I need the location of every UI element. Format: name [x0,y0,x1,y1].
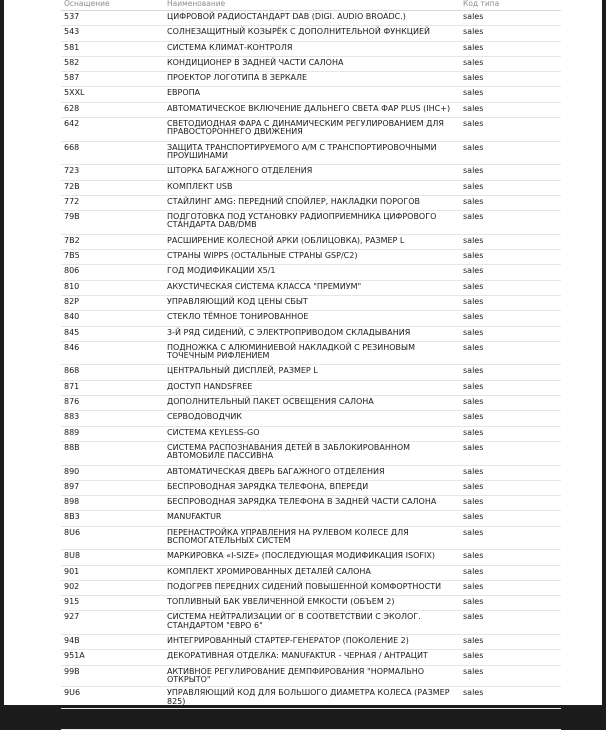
equipment-code-cell: 642 [61,118,164,142]
equipment-code-cell: 806 [61,265,164,280]
table-row[interactable] [61,580,561,595]
column-header-type-code[interactable]: Код типа [460,0,561,11]
equipment-code-cell: 587 [61,72,164,87]
table-row[interactable] [61,411,561,426]
equipment-code-cell: 99B [61,665,164,687]
type-code-cell: sales [460,41,561,56]
equipment-name-cell: ПЕРЕНАСТРОЙКА УПРАВЛЕНИЯ НА РУЛЕВОМ КОЛЕСЕ ДЛЯ ВСПОМОГАТЕЛЬНЫХ СИСТЕМ [164,526,460,550]
equipment-name-cell: ЦЕНТРАЛЬНЫЙ ДИСПЛЕЙ, РАЗМЕР L [164,365,460,380]
type-code-cell: sales [460,441,561,465]
type-code-cell: sales [460,56,561,71]
table-row[interactable] [61,441,561,465]
table-row[interactable] [61,250,561,265]
equipment-name-cell: АВТОМАТИЧЕСКАЯ ДВЕРЬ БАГАЖНОГО ОТДЕЛЕНИЯ [164,465,460,480]
table-row[interactable] [61,326,561,341]
type-code-cell: sales [460,118,561,142]
equipment-name-cell: MANUFAKTUR [164,511,460,526]
table-row[interactable] [61,11,561,26]
table-row[interactable] [61,180,561,195]
table-row[interactable] [61,565,561,580]
equipment-name-cell: 3-Й РЯД СИДЕНИЙ, С ЭЛЕКТРОПРИВОДОМ СКЛАДЫВАНИЯ [164,326,460,341]
equipment-code-cell: 915 [61,596,164,611]
equipment-code-cell: 902 [61,580,164,595]
equipment-name-cell: ИНТЕГРИРОВАННЫЙ СТАРТЕР-ГЕНЕРАТОР (ПОКОЛЕНИЕ 2) [164,635,460,650]
equipment-name-cell: МАРКИРОВКА «I-SIZE» (ПОСЛЕДУЮЩАЯ МОДИФИКАЦИЯ ISOFIX) [164,550,460,565]
table-body [61,11,561,730]
type-code-cell: sales [460,102,561,117]
table-row[interactable] [61,165,561,180]
table-row[interactable] [61,526,561,550]
table-row[interactable] [61,380,561,395]
equipment-name-cell: ПОДГОТОВКА ПОД УСТАНОВКУ РАДИОПРИЕМНИКА ЦИФРОВОГО СТАНДАРТА DAB/DMB [164,211,460,235]
type-code-cell: sales [460,87,561,102]
type-code-cell: sales [460,295,561,310]
type-code-cell: sales [460,550,561,565]
type-code-cell: sales [460,665,561,687]
equipment-code-cell: 537 [61,11,164,26]
equipment-code-cell: 8B3 [61,511,164,526]
equipment-name-cell: СТЕКЛО ТЁМНОЕ ТОНИРОВАННОЕ [164,311,460,326]
equipment-code-cell: 927 [61,611,164,635]
table-row[interactable] [61,72,561,87]
type-code-cell: sales [460,72,561,87]
equipment-name-cell: СВЕТОДИОДНАЯ ФАРА С ДИНАМИЧЕСКИМ РЕГУЛИРОВАНИЕМ ДЛЯ ПРАВОСТОРОННЕГО ДВИЖЕНИЯ [164,118,460,142]
equipment-code-cell: 810 [61,280,164,295]
equipment-code-cell: 7B2 [61,234,164,249]
table-row[interactable] [61,141,561,165]
equipment-code-cell: 772 [61,195,164,210]
equipment-name-cell: АКТИВНОЕ РЕГУЛИРОВАНИЕ ДЕМПФИРОВАНИЯ "НОРМАЛЬНО ОТКРЫТО" [164,665,460,687]
table-row[interactable] [61,341,561,365]
equipment-name-cell: АВТОМАТИЧЕСКОЕ ВКЛЮЧЕНИЕ ДАЛЬНЕГО СВЕТА ФАР PLUS (IHC+) [164,102,460,117]
page [4,0,602,728]
equipment-code-cell: 897 [61,480,164,495]
table-row[interactable] [61,311,561,326]
table-row[interactable] [61,295,561,310]
equipment-code-cell: 543 [61,26,164,41]
table-row[interactable] [61,87,561,102]
table-row[interactable] [61,426,561,441]
table-row[interactable] [61,195,561,210]
equipment-name-cell: БЕСПРОВОДНАЯ ЗАРЯДКА ТЕЛЕФОНА, ВПЕРЕДИ [164,480,460,495]
type-code-cell: sales [460,596,561,611]
equipment-name-cell: СИСТЕМА КЛИМАТ-КОНТРОЛЯ [164,41,460,56]
equipment-code-cell: 840 [61,311,164,326]
type-code-cell: sales [460,611,561,635]
equipment-name-cell: СТРАНЫ WIPPS (ОСТАЛЬНЫЕ СТРАНЫ GSP/C2) [164,250,460,265]
table-row[interactable] [61,265,561,280]
table-row[interactable] [61,480,561,495]
equipment-code-cell: 582 [61,56,164,71]
type-code-cell: sales [460,511,561,526]
column-header-equipment[interactable]: Оснащение [61,0,164,11]
type-code-cell: sales [460,180,561,195]
equipment-code-cell: 5XXL [61,87,164,102]
type-code-cell: sales [460,234,561,249]
equipment-code-cell: 8U8 [61,550,164,565]
equipment-code-cell: 88B [61,441,164,465]
table-row[interactable] [61,635,561,650]
equipment-table [61,0,561,730]
equipment-name-cell: БЕСПРОВОДНАЯ ЗАРЯДКА ТЕЛЕФОНА В ЗАДНЕЙ ЧАСТИ САЛОНА [164,496,460,511]
type-code-cell: sales [460,265,561,280]
table-header-row [61,0,561,11]
table-row[interactable] [61,41,561,56]
type-code-cell: sales [460,396,561,411]
equipment-code-cell: 846 [61,341,164,365]
type-code-cell: sales [460,26,561,41]
type-code-cell: sales [460,496,561,511]
equipment-name-cell: УПРАВЛЯЮЩИЙ КОД ДЛЯ БОЛЬШОГО ДИАМЕТРА КОЛЕСА (РАЗМЕР 825) [164,687,460,709]
type-code-cell: sales [460,635,561,650]
table-row[interactable] [61,687,561,709]
type-code-cell: sales [460,650,561,665]
equipment-name-cell: РАСШИРЕНИЕ КОЛЕСНОЙ АРКИ (ОБЛИЦОВКА), РАЗМЕР L [164,234,460,249]
equipment-code-cell: 581 [61,41,164,56]
table-row[interactable] [61,496,561,511]
type-code-cell: sales [460,426,561,441]
equipment-code-cell: 668 [61,141,164,165]
equipment-name-cell: УПРАВЛЯЮЩИЙ КОД ЦЕНЫ СБЫТ [164,295,460,310]
equipment-name-cell: ГОД МОДИФИКАЦИИ X5/1 [164,265,460,280]
equipment-code-cell: 890 [61,465,164,480]
equipment-name-cell: СОЛНЕЗАЩИТНЫЙ КОЗЫРЁК С ДОПОЛНИТЕЛЬНОЙ ФУНКЦИЕЙ [164,26,460,41]
equipment-code-cell: 876 [61,396,164,411]
equipment-name-cell: ЕВРОПА [164,87,460,102]
equipment-name-cell: ЦИФРОВОЙ РАДИОСТАНДАРТ DAB (DIGI. AUDIO BROADC.) [164,11,460,26]
equipment-name-cell: ТОПЛИВНЫЙ БАК УВЕЛИЧЕННОЙ ЕМКОСТИ (ОБЪЕМ 2) [164,596,460,611]
type-code-cell: sales [460,687,561,709]
type-code-cell: sales [460,250,561,265]
equipment-name-cell: ДОПОЛНИТЕЛЬНЫЙ ПАКЕТ ОСВЕЩЕНИЯ САЛОНА [164,396,460,411]
equipment-name-cell: ПОДОГРЕВ ПЕРЕДНИХ СИДЕНИЙ ПОВЫШЕННОЙ КОМФОРТНОСТИ [164,580,460,595]
type-code-cell: sales [460,565,561,580]
type-code-cell: sales [460,341,561,365]
table-row[interactable] [61,650,561,665]
type-code-cell: sales [460,311,561,326]
equipment-code-cell: 883 [61,411,164,426]
table-row[interactable] [61,365,561,380]
table-row[interactable] [61,511,561,526]
equipment-name-cell: СИСТЕМА РАСПОЗНАВАНИЯ ДЕТЕЙ В ЗАБЛОКИРОВАННОМ АВТОМОБИЛЕ ПАССИВНА [164,441,460,465]
equipment-code-cell: 845 [61,326,164,341]
table-row[interactable] [61,211,561,235]
table-row[interactable] [61,465,561,480]
type-code-cell: sales [460,411,561,426]
equipment-name-cell: СЕРВОДОВОДЧИК [164,411,460,426]
type-code-cell: sales [460,280,561,295]
equipment-code-cell: 628 [61,102,164,117]
equipment-name-cell: ПОДНОЖКА С АЛЮМИНИЕВОЙ НАКЛАДКОЙ С РЕЗИНОВЫМ ТОЧЕЧНЫМ РИФЛЕНИЕМ [164,341,460,365]
table-row[interactable] [61,596,561,611]
equipment-code-cell: 9U6 [61,687,164,709]
equipment-name-cell: СИСТЕМА НЕЙТРАЛИЗАЦИИ ОГ В СООТВЕТСТВИИ С ЭКОЛОГ. СТАНДАРТОМ "ЕВРО 6" [164,611,460,635]
type-code-cell: sales [460,480,561,495]
equipment-code-cell: 8U6 [61,526,164,550]
equipment-code-cell: 868 [61,365,164,380]
equipment-name-cell: ДОСТУП HANDSFREE [164,380,460,395]
equipment-name-cell: СТАЙЛИНГ AMG: ПЕРЕДНИЙ СПОЙЛЕР, НАКЛАДКИ ПОРОГОВ [164,195,460,210]
equipment-code-cell: 94B [61,635,164,650]
table-row[interactable] [61,26,561,41]
equipment-code-cell: 951A [61,650,164,665]
equipment-code-cell: 889 [61,426,164,441]
equipment-name-cell: ШТОРКА БАГАЖНОГО ОТДЕЛЕНИЯ [164,165,460,180]
table-row[interactable] [61,118,561,142]
type-code-cell: sales [460,141,561,165]
table-row[interactable] [61,708,561,730]
type-code-cell: sales [460,195,561,210]
equipment-code-cell: 7B5 [61,250,164,265]
table-row[interactable] [61,396,561,411]
type-code-cell: sales [460,326,561,341]
type-code-cell: sales [460,165,561,180]
equipment-code-cell: 871 [61,380,164,395]
equipment-name-cell: КОНДИЦИОНЕР В ЗАДНЕЙ ЧАСТИ САЛОНА [164,56,460,71]
type-code-cell: sales [460,465,561,480]
equipment-name-cell: ДЕКОРАТИВНАЯ ОТДЕЛКА: MANUFAKTUR - ЧЕРНАЯ / АНТРАЦИТ [164,650,460,665]
table-row[interactable] [61,280,561,295]
equipment-name-cell: КОМПЛЕКТ USB [164,180,460,195]
equipment-code-cell: 723 [61,165,164,180]
table-row[interactable] [61,56,561,71]
table-row[interactable] [61,550,561,565]
table-row[interactable] [61,102,561,117]
equipment-code-cell: 79B [61,211,164,235]
equipment-code-cell: 72B [61,180,164,195]
equipment-name-cell: СИСТЕМА KEYLESS-GO [164,426,460,441]
table-row[interactable] [61,234,561,249]
equipment-name-cell: АКУСТИЧЕСКАЯ СИСТЕМА КЛАССА "ПРЕМИУМ" [164,280,460,295]
type-code-cell: sales [460,526,561,550]
equipment-code-cell: 901 [61,565,164,580]
type-code-cell: sales [460,380,561,395]
column-header-name[interactable]: Наименование [164,0,460,11]
equipment-name-cell: КОМПЛЕКТ ХРОМИРОВАННЫХ ДЕТАЛЕЙ САЛОНА [164,565,460,580]
table-row[interactable] [61,665,561,687]
equipment-name-cell: ЗАЩИТА ТРАНСПОРТИРУЕМОГО А/М С ТРАНСПОРТИРОВОЧНЫМИ ПРОУШИНАМИ [164,141,460,165]
equipment-code-cell: 898 [61,496,164,511]
equipment-name-cell: ПРОЕКТОР ЛОГОТИПА В ЗЕРКАЛЕ [164,72,460,87]
equipment-code-cell: 82P [61,295,164,310]
equipment-name-cell: УПРАВЛЯЮЩИЙ КОД, ТЕХН.ОПТИМИЗАЦИЯ ДВИГАТЕЛЯ/РЕСТАЙЛИНГ [164,708,460,730]
type-code-cell: sales [460,211,561,235]
table-row[interactable] [61,611,561,635]
type-code-cell: sales [460,580,561,595]
type-code-cell: sales [460,11,561,26]
equipment-code-cell: 9U8 [61,708,164,730]
type-code-cell: sales [460,365,561,380]
type-code-cell: sales [460,708,561,730]
